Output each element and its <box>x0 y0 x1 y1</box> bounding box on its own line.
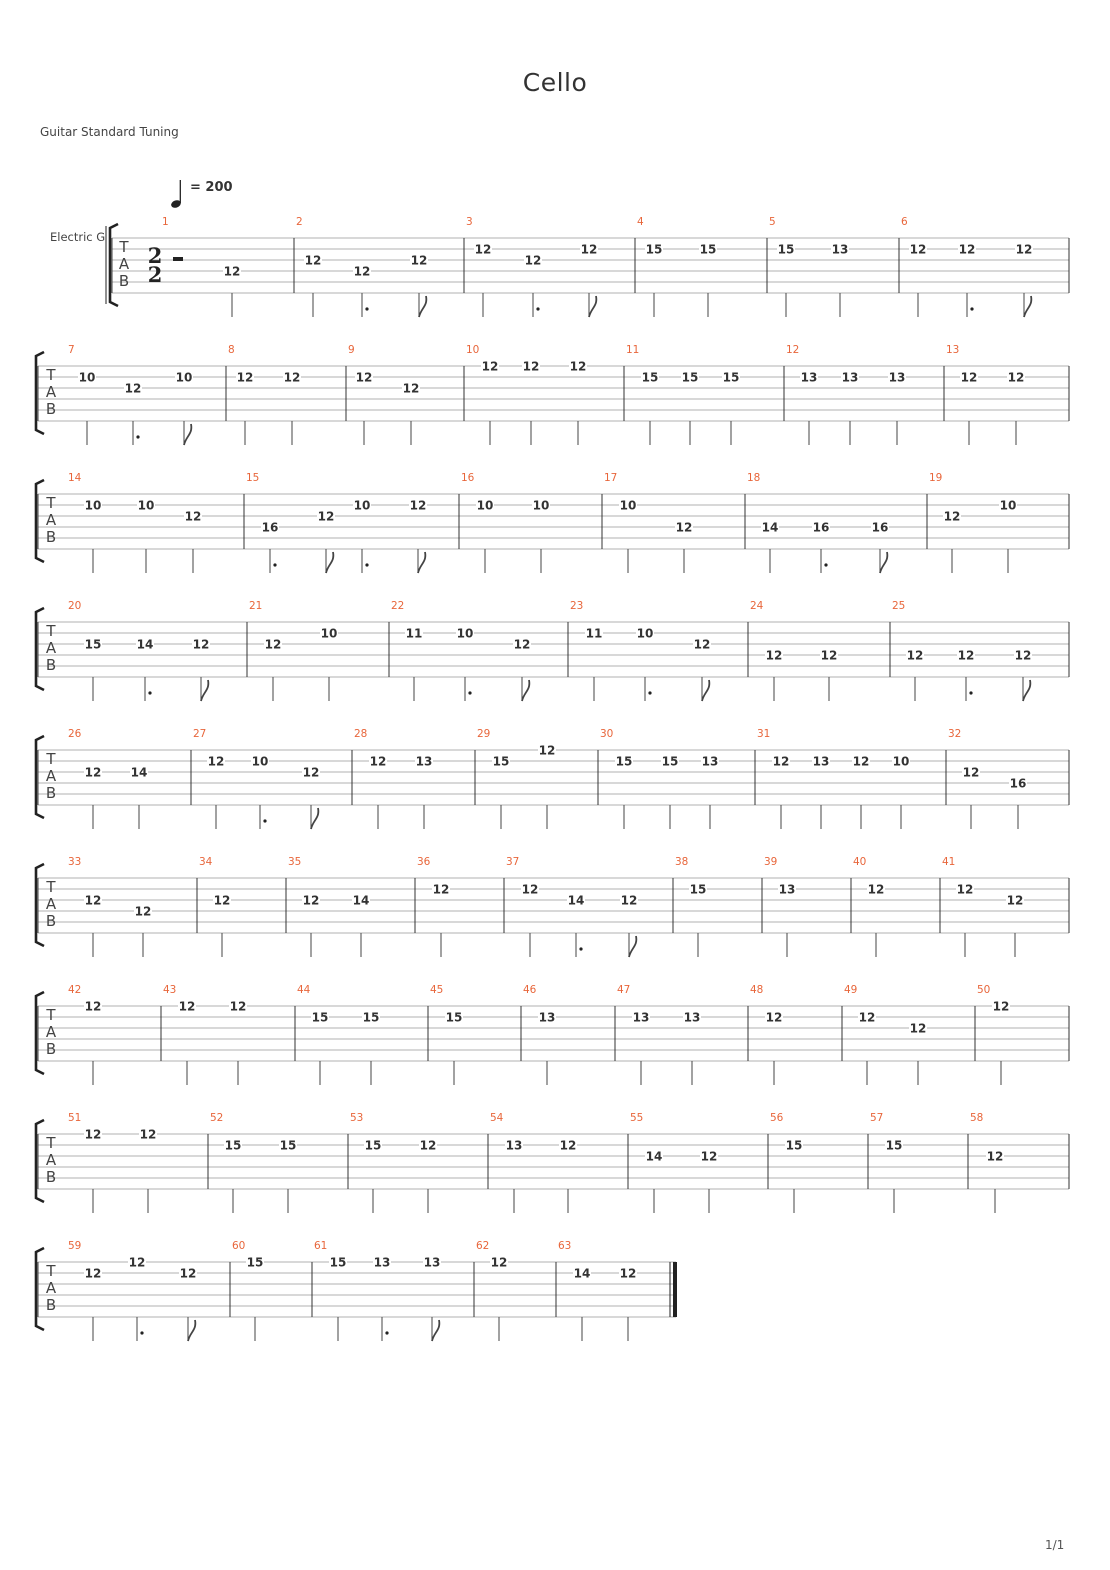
tempo-value: = 200 <box>190 180 233 195</box>
system-bracket <box>36 352 44 434</box>
fret-number: 13 <box>632 1010 650 1025</box>
measure-number: 13 <box>946 344 960 356</box>
rhythm-dot <box>579 947 582 950</box>
fret-number: 11 <box>585 626 603 641</box>
eighth-flag <box>326 552 333 573</box>
tab-clef-letter: A <box>45 639 57 657</box>
system-bracket <box>36 992 44 1074</box>
fret-number: 10 <box>999 498 1017 513</box>
fret-number: 12 <box>765 1010 783 1025</box>
fret-number: 16 <box>812 520 830 535</box>
eighth-flag <box>1023 680 1030 701</box>
fret-number: 14 <box>352 893 370 908</box>
fret-number: 12 <box>223 264 241 279</box>
fret-number: 15 <box>445 1010 463 1025</box>
tab-clef-letter: T <box>46 1006 56 1024</box>
fret-number: 12 <box>192 637 210 652</box>
fret-number: 12 <box>490 1255 508 1270</box>
fret-number: 12 <box>956 882 974 897</box>
measure-number: 2 <box>296 216 303 228</box>
fret-number: 12 <box>962 765 980 780</box>
tab-clef-letter: A <box>45 1023 57 1041</box>
fret-number: 12 <box>184 509 202 524</box>
tab-clef-letter: A <box>45 767 57 785</box>
tab-clef-letter: T <box>119 238 129 256</box>
fret-number: 12 <box>1006 893 1024 908</box>
fret-number: 12 <box>992 999 1010 1014</box>
fret-number: 10 <box>251 754 269 769</box>
fret-number: 15 <box>699 242 717 257</box>
tab-clef-letter: A <box>45 383 57 401</box>
rhythm-dot <box>385 1331 388 1334</box>
fret-number: 15 <box>661 754 679 769</box>
fret-number: 12 <box>134 904 152 919</box>
measure-number: 38 <box>675 856 689 868</box>
fret-number: 10 <box>320 626 338 641</box>
fret-number: 13 <box>841 370 859 385</box>
rhythm-dot <box>365 563 368 566</box>
fret-number: 15 <box>641 370 659 385</box>
eighth-flag <box>522 680 529 701</box>
measure-number: 24 <box>750 600 764 612</box>
fret-number: 15 <box>645 242 663 257</box>
fret-number: 12 <box>84 1266 102 1281</box>
fret-number: 12 <box>906 648 924 663</box>
half-rest <box>173 257 183 261</box>
measure-number: 30 <box>600 728 614 740</box>
eighth-flag <box>589 296 596 317</box>
fret-number: 10 <box>456 626 474 641</box>
eighth-flag <box>629 936 636 957</box>
fret-number: 10 <box>476 498 494 513</box>
fret-number: 12 <box>693 637 711 652</box>
fret-number: 13 <box>778 882 796 897</box>
measure-number: 4 <box>637 216 644 228</box>
fret-number: 12 <box>867 882 885 897</box>
measure-number: 18 <box>747 472 761 484</box>
fret-number: 10 <box>619 498 637 513</box>
measure-number: 6 <box>901 216 908 228</box>
fret-number: 16 <box>871 520 889 535</box>
measure-number: 49 <box>844 984 858 996</box>
fret-number: 12 <box>522 359 540 374</box>
tab-clef-letter: T <box>46 622 56 640</box>
measure-number: 10 <box>466 344 480 356</box>
fret-number: 10 <box>175 370 193 385</box>
measure-number: 32 <box>948 728 962 740</box>
fret-number: 12 <box>569 359 587 374</box>
tab-clef-letter: B <box>45 912 57 930</box>
fret-number: 12 <box>524 253 542 268</box>
fret-number: 12 <box>213 893 231 908</box>
eighth-flag <box>419 296 426 317</box>
fret-number: 12 <box>229 999 247 1014</box>
rhythm-dot <box>365 307 368 310</box>
fret-number: 13 <box>415 754 433 769</box>
fret-number: 12 <box>820 648 838 663</box>
fret-number: 12 <box>620 893 638 908</box>
fret-number: 12 <box>369 754 387 769</box>
fret-number: 13 <box>888 370 906 385</box>
fret-number: 12 <box>1015 242 1033 257</box>
fret-number: 12 <box>521 882 539 897</box>
fret-number: 12 <box>909 1021 927 1036</box>
fret-number: 12 <box>852 754 870 769</box>
fret-number: 15 <box>279 1138 297 1153</box>
fret-number: 12 <box>84 893 102 908</box>
fret-number: 14 <box>130 765 148 780</box>
rhythm-dot <box>970 307 973 310</box>
fret-number: 12 <box>513 637 531 652</box>
measure-number: 3 <box>466 216 473 228</box>
fret-number: 13 <box>505 1138 523 1153</box>
eighth-flag <box>418 552 425 573</box>
measure-number: 48 <box>750 984 764 996</box>
fret-number: 15 <box>224 1138 242 1153</box>
page-number: 1/1 <box>1045 1538 1065 1552</box>
fret-number: 12 <box>179 1266 197 1281</box>
rhythm-dot <box>824 563 827 566</box>
measure-number: 37 <box>506 856 520 868</box>
fret-number: 15 <box>84 637 102 652</box>
rhythm-dot <box>969 691 972 694</box>
fret-number: 12 <box>619 1266 637 1281</box>
fret-number: 12 <box>178 999 196 1014</box>
fret-number: 13 <box>538 1010 556 1025</box>
fret-number: 13 <box>800 370 818 385</box>
rhythm-dot <box>136 435 139 438</box>
fret-number: 15 <box>681 370 699 385</box>
system-bracket <box>36 608 44 690</box>
tab-clef-letter: B <box>45 656 57 674</box>
measure-number: 15 <box>246 472 260 484</box>
system-bracket <box>110 224 118 306</box>
measure-number: 61 <box>314 1240 328 1252</box>
measure-number: 17 <box>604 472 618 484</box>
measure-number: 25 <box>892 600 906 612</box>
rhythm-dot <box>263 819 266 822</box>
tab-clef-letter: T <box>46 1134 56 1152</box>
measure-number: 31 <box>757 728 771 740</box>
fret-number: 12 <box>139 1127 157 1142</box>
final-barline-thick <box>673 1262 677 1317</box>
fret-number: 14 <box>136 637 154 652</box>
measure-number: 29 <box>477 728 491 740</box>
fret-number: 10 <box>532 498 550 513</box>
eighth-flag <box>184 424 191 445</box>
fret-number: 16 <box>1009 776 1027 791</box>
tab-clef-letter: T <box>46 494 56 512</box>
fret-number: 10 <box>84 498 102 513</box>
fret-number: 12 <box>410 253 428 268</box>
tab-clef-letter: B <box>45 528 57 546</box>
fret-number: 12 <box>675 520 693 535</box>
eighth-flag <box>188 1320 195 1341</box>
measure-number: 41 <box>942 856 956 868</box>
fret-number: 12 <box>474 242 492 257</box>
tab-clef-letter: T <box>46 750 56 768</box>
fret-number: 13 <box>701 754 719 769</box>
measure-number: 26 <box>68 728 82 740</box>
measure-number: 43 <box>163 984 177 996</box>
eighth-flag <box>880 552 887 573</box>
fret-number: 12 <box>264 637 282 652</box>
fret-number: 12 <box>317 509 335 524</box>
measure-number: 5 <box>769 216 776 228</box>
fret-number: 13 <box>423 1255 441 1270</box>
fret-number: 15 <box>492 754 510 769</box>
fret-number: 12 <box>84 765 102 780</box>
tab-clef-letter: B <box>45 784 57 802</box>
song-title: Cello <box>522 68 588 97</box>
measure-number: 28 <box>354 728 368 740</box>
fret-number: 12 <box>960 370 978 385</box>
eighth-flag <box>311 808 318 829</box>
measure-number: 56 <box>770 1112 784 1124</box>
rhythm-dot <box>648 691 651 694</box>
measure-number: 46 <box>523 984 537 996</box>
measure-number: 52 <box>210 1112 224 1124</box>
fret-number: 15 <box>785 1138 803 1153</box>
fret-number: 12 <box>538 743 556 758</box>
fret-number: 11 <box>405 626 423 641</box>
measure-number: 1 <box>162 216 169 228</box>
fret-number: 15 <box>615 754 633 769</box>
measure-number: 45 <box>430 984 444 996</box>
measure-number: 44 <box>297 984 311 996</box>
system-bracket <box>36 864 44 946</box>
fret-number: 12 <box>559 1138 577 1153</box>
system-bracket <box>36 736 44 818</box>
system-bracket <box>36 480 44 562</box>
measure-number: 12 <box>786 344 800 356</box>
fret-number: 12 <box>128 1255 146 1270</box>
fret-number: 13 <box>373 1255 391 1270</box>
measure-number: 54 <box>490 1112 504 1124</box>
fret-number: 12 <box>302 765 320 780</box>
measure-number: 7 <box>68 344 75 356</box>
fret-number: 12 <box>772 754 790 769</box>
measure-number: 20 <box>68 600 82 612</box>
measure-number: 34 <box>199 856 213 868</box>
measure-number: 55 <box>630 1112 644 1124</box>
fret-number: 12 <box>432 882 450 897</box>
fret-number: 10 <box>78 370 96 385</box>
measure-number: 11 <box>626 344 640 356</box>
fret-number: 12 <box>207 754 225 769</box>
fret-number: 15 <box>777 242 795 257</box>
fret-number: 12 <box>236 370 254 385</box>
measure-number: 58 <box>970 1112 984 1124</box>
tab-clef-letter: A <box>45 1151 57 1169</box>
fret-number: 12 <box>84 999 102 1014</box>
fret-number: 12 <box>580 242 598 257</box>
fret-number: 10 <box>892 754 910 769</box>
fret-number: 10 <box>353 498 371 513</box>
rhythm-dot <box>273 563 276 566</box>
fret-number: 12 <box>958 242 976 257</box>
fret-number: 12 <box>402 381 420 396</box>
measure-number: 14 <box>68 472 82 484</box>
system-bracket <box>36 1248 44 1330</box>
fret-number: 12 <box>409 498 427 513</box>
fret-number: 10 <box>137 498 155 513</box>
fret-number: 16 <box>261 520 279 535</box>
rhythm-dot <box>536 307 539 310</box>
measure-number: 47 <box>617 984 631 996</box>
time-signature-numerator: 2 <box>147 243 163 268</box>
tab-clef-letter: A <box>45 895 57 913</box>
fret-number: 10 <box>636 626 654 641</box>
eighth-flag <box>1024 296 1031 317</box>
tab-clef-letter: T <box>46 366 56 384</box>
measure-number: 33 <box>68 856 82 868</box>
fret-number: 12 <box>353 264 371 279</box>
fret-number: 12 <box>858 1010 876 1025</box>
eighth-flag <box>432 1320 439 1341</box>
measure-number: 23 <box>570 600 584 612</box>
tab-clef-letter: T <box>46 1262 56 1280</box>
fret-number: 12 <box>1014 648 1032 663</box>
measure-number: 21 <box>249 600 263 612</box>
fret-number: 15 <box>364 1138 382 1153</box>
fret-number: 15 <box>246 1255 264 1270</box>
fret-number: 14 <box>645 1149 663 1164</box>
fret-number: 14 <box>567 893 585 908</box>
fret-number: 14 <box>761 520 779 535</box>
fret-number: 12 <box>84 1127 102 1142</box>
fret-number: 12 <box>700 1149 718 1164</box>
fret-number: 12 <box>765 648 783 663</box>
measure-number: 27 <box>193 728 207 740</box>
measure-number: 53 <box>350 1112 364 1124</box>
tab-clef-letter: A <box>45 511 57 529</box>
measure-number: 63 <box>558 1240 572 1252</box>
fret-number: 12 <box>943 509 961 524</box>
fret-number: 12 <box>283 370 301 385</box>
fret-number: 12 <box>986 1149 1004 1164</box>
fret-number: 13 <box>831 242 849 257</box>
fret-number: 15 <box>885 1138 903 1153</box>
eighth-flag <box>702 680 709 701</box>
tab-clef-letter: B <box>118 272 130 290</box>
track-name: Electric G <box>50 230 106 244</box>
measure-number: 59 <box>68 1240 82 1252</box>
fret-number: 12 <box>304 253 322 268</box>
fret-number: 15 <box>689 882 707 897</box>
fret-number: 15 <box>311 1010 329 1025</box>
tab-clef-letter: T <box>46 878 56 896</box>
fret-number: 13 <box>683 1010 701 1025</box>
measure-number: 57 <box>870 1112 884 1124</box>
measure-number: 36 <box>417 856 431 868</box>
measure-number: 42 <box>68 984 82 996</box>
rhythm-dot <box>140 1331 143 1334</box>
fret-number: 13 <box>812 754 830 769</box>
measure-number: 50 <box>977 984 991 996</box>
measure-number: 35 <box>288 856 302 868</box>
eighth-flag <box>201 680 208 701</box>
fret-number: 12 <box>481 359 499 374</box>
fret-number: 12 <box>909 242 927 257</box>
tab-clef-letter: B <box>45 400 57 418</box>
tuning-label: Guitar Standard Tuning <box>40 125 179 139</box>
measure-number: 8 <box>228 344 235 356</box>
time-signature-denominator: 2 <box>147 262 163 287</box>
fret-number: 12 <box>957 648 975 663</box>
measure-number: 22 <box>391 600 405 612</box>
tab-clef-letter: A <box>45 1279 57 1297</box>
tab-clef-letter: A <box>118 255 130 273</box>
measure-number: 60 <box>232 1240 246 1252</box>
measure-number: 62 <box>476 1240 490 1252</box>
tab-clef-letter: B <box>45 1040 57 1058</box>
fret-number: 15 <box>722 370 740 385</box>
measure-number: 19 <box>929 472 943 484</box>
tab-clef-letter: B <box>45 1168 57 1186</box>
measure-number: 51 <box>68 1112 82 1124</box>
fret-number: 14 <box>573 1266 591 1281</box>
rhythm-dot <box>148 691 151 694</box>
fret-number: 15 <box>362 1010 380 1025</box>
measure-number: 40 <box>853 856 867 868</box>
tab-clef-letter: B <box>45 1296 57 1314</box>
fret-number: 12 <box>355 370 373 385</box>
fret-number: 12 <box>124 381 142 396</box>
measure-number: 16 <box>461 472 475 484</box>
fret-number: 12 <box>1007 370 1025 385</box>
fret-number: 12 <box>419 1138 437 1153</box>
system-bracket <box>36 1120 44 1202</box>
measure-number: 39 <box>764 856 778 868</box>
measure-number: 9 <box>348 344 355 356</box>
rhythm-dot <box>468 691 471 694</box>
fret-number: 12 <box>302 893 320 908</box>
fret-number: 15 <box>329 1255 347 1270</box>
